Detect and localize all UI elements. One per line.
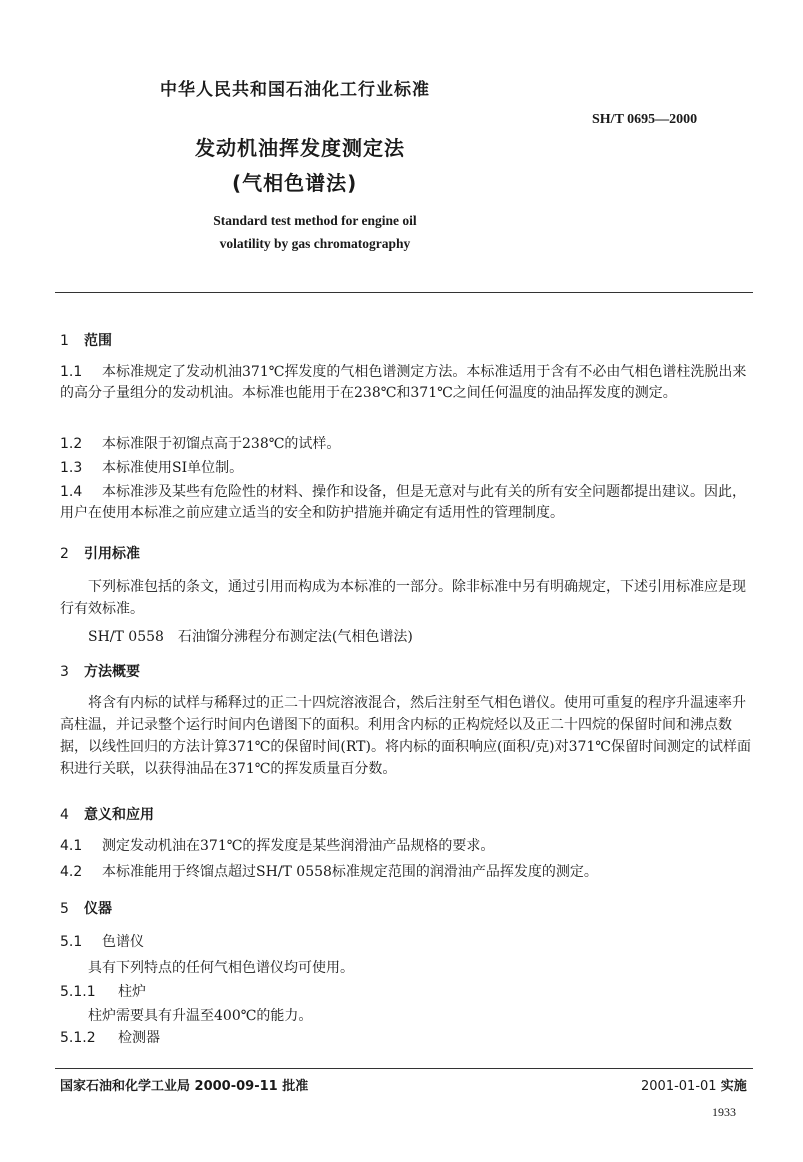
effective-label: 实施: [720, 1079, 747, 1094]
clause-number: 4.1: [60, 838, 83, 854]
top-divider: [55, 292, 753, 293]
english-title-line-2: volatility by gas chromatography: [219, 236, 411, 251]
clause-title: 柱炉: [118, 984, 146, 1000]
clause-text: 测定发动机油在371℃的挥发度是某些润滑油产品规格的要求。: [102, 838, 495, 854]
english-title-line-1: Standard test method for engine oil: [213, 213, 417, 228]
clause-text: 本标准规定了发动机油371℃挥发度的气相色谱测定方法。本标准适用于含有不必由气相色谱柱洗脱出来的高分子量组分的发动机油。本标准也能用于在238℃和371℃之间任何温度的油品挥发度的测定。: [60, 364, 747, 401]
section-number: 3: [60, 664, 69, 680]
section-title: 仪器: [84, 901, 112, 917]
clause-1-1: [60, 362, 755, 404]
clause-4-1: [60, 836, 755, 857]
clause-5-1-1: [60, 982, 755, 1003]
effective-line: [641, 1075, 747, 1094]
section-2-heading: [60, 543, 140, 563]
clause-number: 1.4: [60, 484, 83, 500]
clause-4-2: [60, 862, 755, 883]
clause-5-1: [60, 932, 755, 953]
document-title: 发动机油挥发度测定法: [195, 136, 405, 160]
clause-5-1-2: [60, 1028, 755, 1049]
clause-title: 检测器: [118, 1030, 160, 1046]
standard-number-text: SH/T 0695—2000: [592, 112, 698, 127]
clause-1-4: [60, 482, 755, 524]
bottom-divider: [55, 1068, 753, 1069]
clause-1-2: [60, 434, 755, 455]
section-title: 方法概要: [84, 664, 140, 680]
clause-title: 色谱仪: [102, 934, 144, 950]
clause-number: 1.2: [60, 436, 83, 452]
clause-number: 1.1: [60, 364, 83, 380]
approval-line: 国家石油和化学工业局 2000-09-11 批准: [60, 1079, 309, 1094]
clause-text: 本标准能用于终馏点超过SH/T 0558标准规定范围的润滑油产品挥发度的测定。: [102, 864, 598, 880]
section-title: 意义和应用: [84, 807, 154, 823]
section-1-heading: [60, 330, 112, 350]
effective-date: 2001-01-01: [641, 1079, 717, 1094]
clause-5-1-text: 具有下列特点的任何气相色谱仪均可使用。: [88, 960, 354, 976]
section-title: 范围: [84, 333, 112, 349]
clause-text: 本标准涉及某些有危险性的材料、操作和设备，但是无意对与此有关的所有安全问题都提出建议。因此，用户在使用本标准之前应建立适当的安全和防护措施并确定有适用性的管理制度。: [60, 484, 746, 521]
clause-number: 4.2: [60, 864, 83, 880]
page-number: 1933: [712, 1105, 736, 1119]
section-title: 引用标准: [84, 546, 140, 562]
section-5-heading: [60, 898, 112, 918]
section-number: 2: [60, 546, 69, 562]
clause-1-3: [60, 458, 755, 479]
section-number: 1: [60, 333, 69, 349]
clause-5-1-1-text: 柱炉需要具有升温至400℃的能力。: [88, 1008, 313, 1024]
clause-number: 5.1.2: [60, 1030, 96, 1046]
section-number: 5: [60, 901, 69, 917]
clause-text: 本标准限于初馏点高于238℃的试样。: [102, 436, 341, 452]
clause-text: 本标准使用SI单位制。: [102, 460, 244, 476]
document-subtitle: (气相色谱法): [232, 171, 358, 195]
section-4-heading: [60, 804, 154, 824]
clause-number: 5.1.1: [60, 984, 96, 1000]
clause-number: 1.3: [60, 460, 83, 476]
standard-number: [592, 110, 697, 128]
section-3-heading: [60, 661, 140, 681]
clause-number: 5.1: [60, 934, 83, 950]
header-title: 中华人民共和国石油化工行业标准: [160, 80, 430, 100]
section-number: 4: [60, 807, 69, 823]
section-2-paragraph: 下列标准包括的条文，通过引用而构成为本标准的一部分。除非标准中另有明确规定，下述引用标准应是现行有效标准。: [60, 579, 746, 617]
section-3-paragraph: 将含有内标的试样与稀释过的正二十四烷溶液混合，然后注射至气相色谱仪。使用可重复的程序升温速率升高柱温，并记录整个运行时间内色谱图下的面积。利用含内标的正构烷烃以及正二十四烷的保留时间和沸点数据，以线性回归的方法计算371℃的保留时间(RT)。将内标的面积响应(面积/克)对371℃保留时间测定的试样面积进行关联，以获得油品在371℃的挥发质量百分数。: [60, 695, 751, 777]
normative-reference: SH/T 0558 石油馏分沸程分布测定法(气相色谱法): [88, 629, 413, 645]
